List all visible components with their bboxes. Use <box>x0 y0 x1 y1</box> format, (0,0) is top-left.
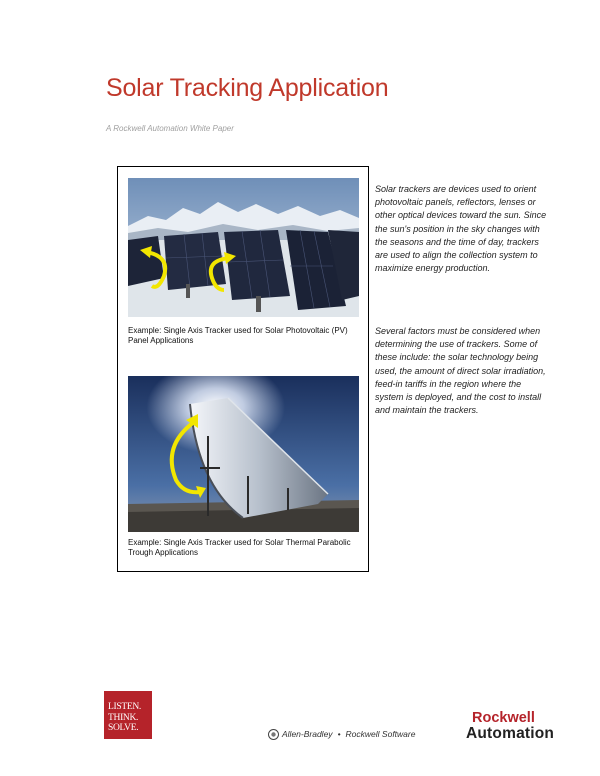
badge-line: THINK. <box>108 712 139 723</box>
factors-paragraph: Several factors must be considered when determining the use of trackers. Some of these include: the solar technology being used, the amount of direct solar irradiation, feed-in tariffs in the region where the system is deployed, and the cost to install and maintain the trackers. <box>375 326 546 416</box>
brand-separator: • <box>337 729 341 739</box>
pv-photo-caption: Example: Single Axis Tracker used for Solar Photovoltaic (PV) Panel Applications <box>128 326 348 345</box>
page-subtitle: A Rockwell Automation White Paper <box>106 124 234 133</box>
rockwell-automation-logo <box>466 711 554 741</box>
listen-think-solve-badge <box>104 691 152 739</box>
allen-bradley-logo-icon <box>268 729 279 740</box>
trough-photo-caption: Example: Single Axis Tracker used for Solar Thermal Parabolic Trough Applications <box>128 538 351 557</box>
page-title: Solar Tracking Application <box>106 74 389 102</box>
intro-paragraph: Solar trackers are devices used to orient photovoltaic panels, reflectors, lenses or other optical devices toward the sun. Since the sun's position in the sky changes with the seasons and the time of day, trackers are used to align the collection system to maximize energy production. <box>375 184 547 274</box>
allen-bradley-label: Allen-Bradley <box>282 729 333 739</box>
rockwell-software-label: Rockwell Software <box>345 729 416 739</box>
logo-line-rockwell: Rockwell <box>472 710 535 726</box>
pv-tracker-photo <box>128 178 359 317</box>
parabolic-trough-photo <box>128 376 359 532</box>
badge-line: SOLVE. <box>108 723 139 733</box>
badge-line: LISTEN. <box>108 702 141 712</box>
logo-line-automation: Automation <box>466 725 555 742</box>
footer-brands <box>282 729 415 739</box>
